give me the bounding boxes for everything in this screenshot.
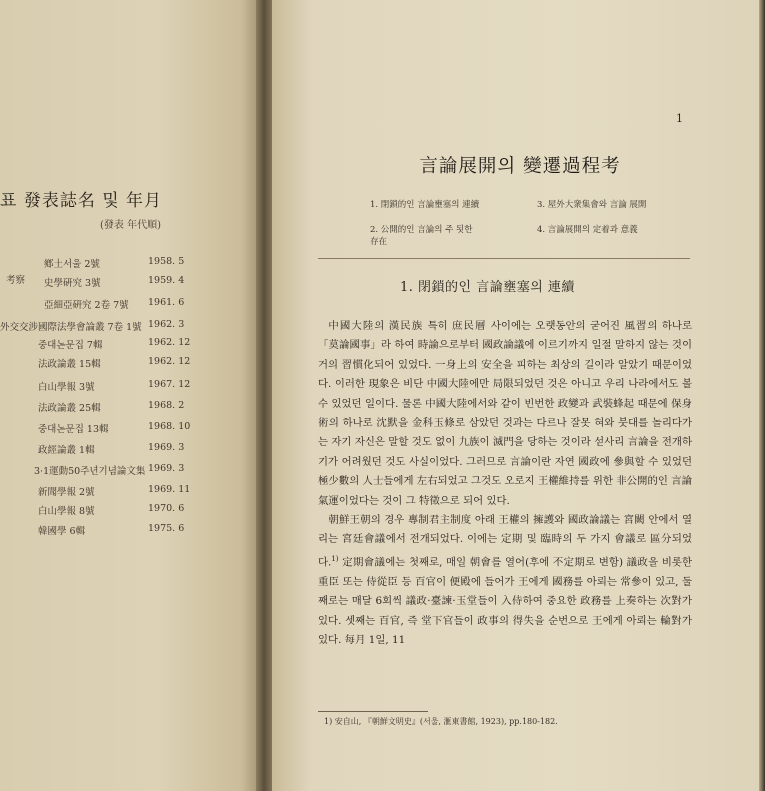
list-item <box>38 297 258 311</box>
toc-item: 2. 公開的인 言論의 주 됫한 存在 <box>370 225 473 247</box>
publication-date: 1959. 4 <box>148 275 185 286</box>
article-title: 言論展開의 變遷過程考 <box>419 156 621 177</box>
journal-name: 新聞學報 2號 <box>38 487 95 498</box>
left-page-title: 표 發表誌名 및 年月 <box>0 191 163 211</box>
journal-name: 史學硏究 3號 <box>44 278 101 289</box>
journal-name: 亞細亞硏究 2卷 7號 <box>44 300 129 311</box>
paragraph: 中國大陸의 漢民族 특히 庶民層 사이에는 오랫동안의 굳어진 風習의 하나로 「莫論國事」라 하여 時論으로부터 國政論議에 이르기까지 일절 말하지 않는 것이 거의 習慣化되어 있었다. 一身上의 安全을 피하는 최상의 길이라 알았기 때문이었다. 이러한 現象은 비단 中國大陸에만 局限되었던 것은 아니고 우리 나라에서도 볼 수 있었던 일이다. 물론 中國大陸에서와 같이 빈번한 政變과 武裝蜂起 때문에 保身術의 하나로 沈默을 金科玉條로 삼았던 것과는 다르나 잘못 혀와 붓대를 놀리다가는 자기 자신은 말할 것도 없이 九族이 滅門을 당하는 것이라 섣사리 言論을 전개하기가 어려웠던 것도 사실이었다. 그러므로 言論이란 자연 國政에 參與할 수 있었던 極少數의 人士들에게 左右되었고 그것도 오로지 王權維持를 위한 非公開的인 言論氣運이었다는 것이 그 特徵으로 되어 있다. <box>318 320 692 507</box>
list-item <box>38 337 258 351</box>
paragraph-text: 定期會議에는 첫째로, 매일 朝會를 열어(후에 不定期로 변함) 議政을 비롯한 重臣 또는 侍從臣 등 百官이 便殿에 들어가 王에게 國務를 아뢰는 常參이 있고, 둘째로는 매달 6회씩 議政·臺諫·玉堂들이 入侍하여 중요한 政務를 上奏하는 次對가 있다. 셋째는 百官, 즉 堂下官들이 政事의 得失을 순번으로 王에게 아뢰는 輪對가 있다. 每月 1일, 11 <box>318 556 692 646</box>
list-item <box>38 523 258 537</box>
publication-date: 1969. 3 <box>148 463 185 474</box>
article-body <box>318 317 692 650</box>
publication-date: 1962. 3 <box>148 319 185 330</box>
paragraph-text: 朝鮮王朝의 경우 專制君主制度 아래 王權의 擁護와 國政論議는 宮闕 안에서 열리는 宮廷會議에서 전개되었다. 이에는 定期 및 臨時의 두 가지 會議로 區分되었다. <box>318 514 692 569</box>
toc-item: 3. 屋外大衆集會와 言論 展開 <box>537 200 647 210</box>
publication-date: 1968. 10 <box>148 421 191 432</box>
publication-date: 1968. 2 <box>148 400 185 411</box>
section-heading: 1. 閉鎖的인 言論壅塞의 連續 <box>400 280 575 295</box>
list-item <box>38 400 258 414</box>
journal-name: 白山學報 3號 <box>38 382 95 393</box>
list-item <box>38 256 258 270</box>
list-item <box>38 442 258 456</box>
margin-tag: 外交交涉 <box>0 322 39 333</box>
journal-name: 法政論叢 25輯 <box>38 403 101 414</box>
paragraph <box>318 511 692 650</box>
list-item <box>38 319 258 333</box>
publication-date: 1967. 12 <box>148 379 191 390</box>
journal-name: 중대논문집 7輯 <box>38 340 103 351</box>
journal-name: 白山學報 8號 <box>38 506 95 517</box>
publication-date: 1975. 6 <box>148 523 185 534</box>
list-item <box>38 484 258 498</box>
list-item <box>38 275 258 289</box>
list-item <box>38 356 258 370</box>
list-item <box>34 463 258 477</box>
journal-name: 韓國學 6輯 <box>38 526 86 537</box>
list-item <box>38 379 258 393</box>
publication-date: 1961. 6 <box>148 297 185 308</box>
page-number: 1 <box>676 112 683 125</box>
journal-name: 중대논문집 13輯 <box>38 424 109 435</box>
publication-date: 1969. 3 <box>148 442 185 453</box>
journal-name: 國際法學會論叢 7卷 1號 <box>38 322 142 333</box>
footnote-divider <box>318 711 428 712</box>
page-edge <box>759 0 765 791</box>
publication-date: 1969. 11 <box>148 484 191 495</box>
journal-name: 3·1運動50주년기념論文集 <box>34 466 146 477</box>
publication-date: 1958. 5 <box>148 256 185 267</box>
margin-tag: 考察 <box>6 275 26 286</box>
footnote-marker: 1) <box>331 554 339 563</box>
list-item <box>38 421 258 435</box>
list-item <box>38 503 258 517</box>
left-page <box>0 0 262 791</box>
divider <box>318 258 690 259</box>
footnote: 1) 安自山, 『朝鮮文明史』(서울, 滙東書館, 1923), pp.180-182. <box>324 717 558 726</box>
journal-name: 法政論叢 15輯 <box>38 359 101 370</box>
publication-date: 1962. 12 <box>148 337 191 348</box>
journal-name: 政經論叢 1輯 <box>38 445 95 456</box>
left-page-subtitle: (發表 年代順) <box>100 220 161 231</box>
toc-item: 4. 言論展開의 定着과 意義 <box>537 225 638 235</box>
publication-date: 1962. 12 <box>148 356 191 367</box>
journal-name: 鄕土서울 2號 <box>44 259 100 270</box>
publication-date: 1970. 6 <box>148 503 185 514</box>
toc-item: 1. 閉鎖的인 言論壅塞의 連續 <box>370 200 480 210</box>
